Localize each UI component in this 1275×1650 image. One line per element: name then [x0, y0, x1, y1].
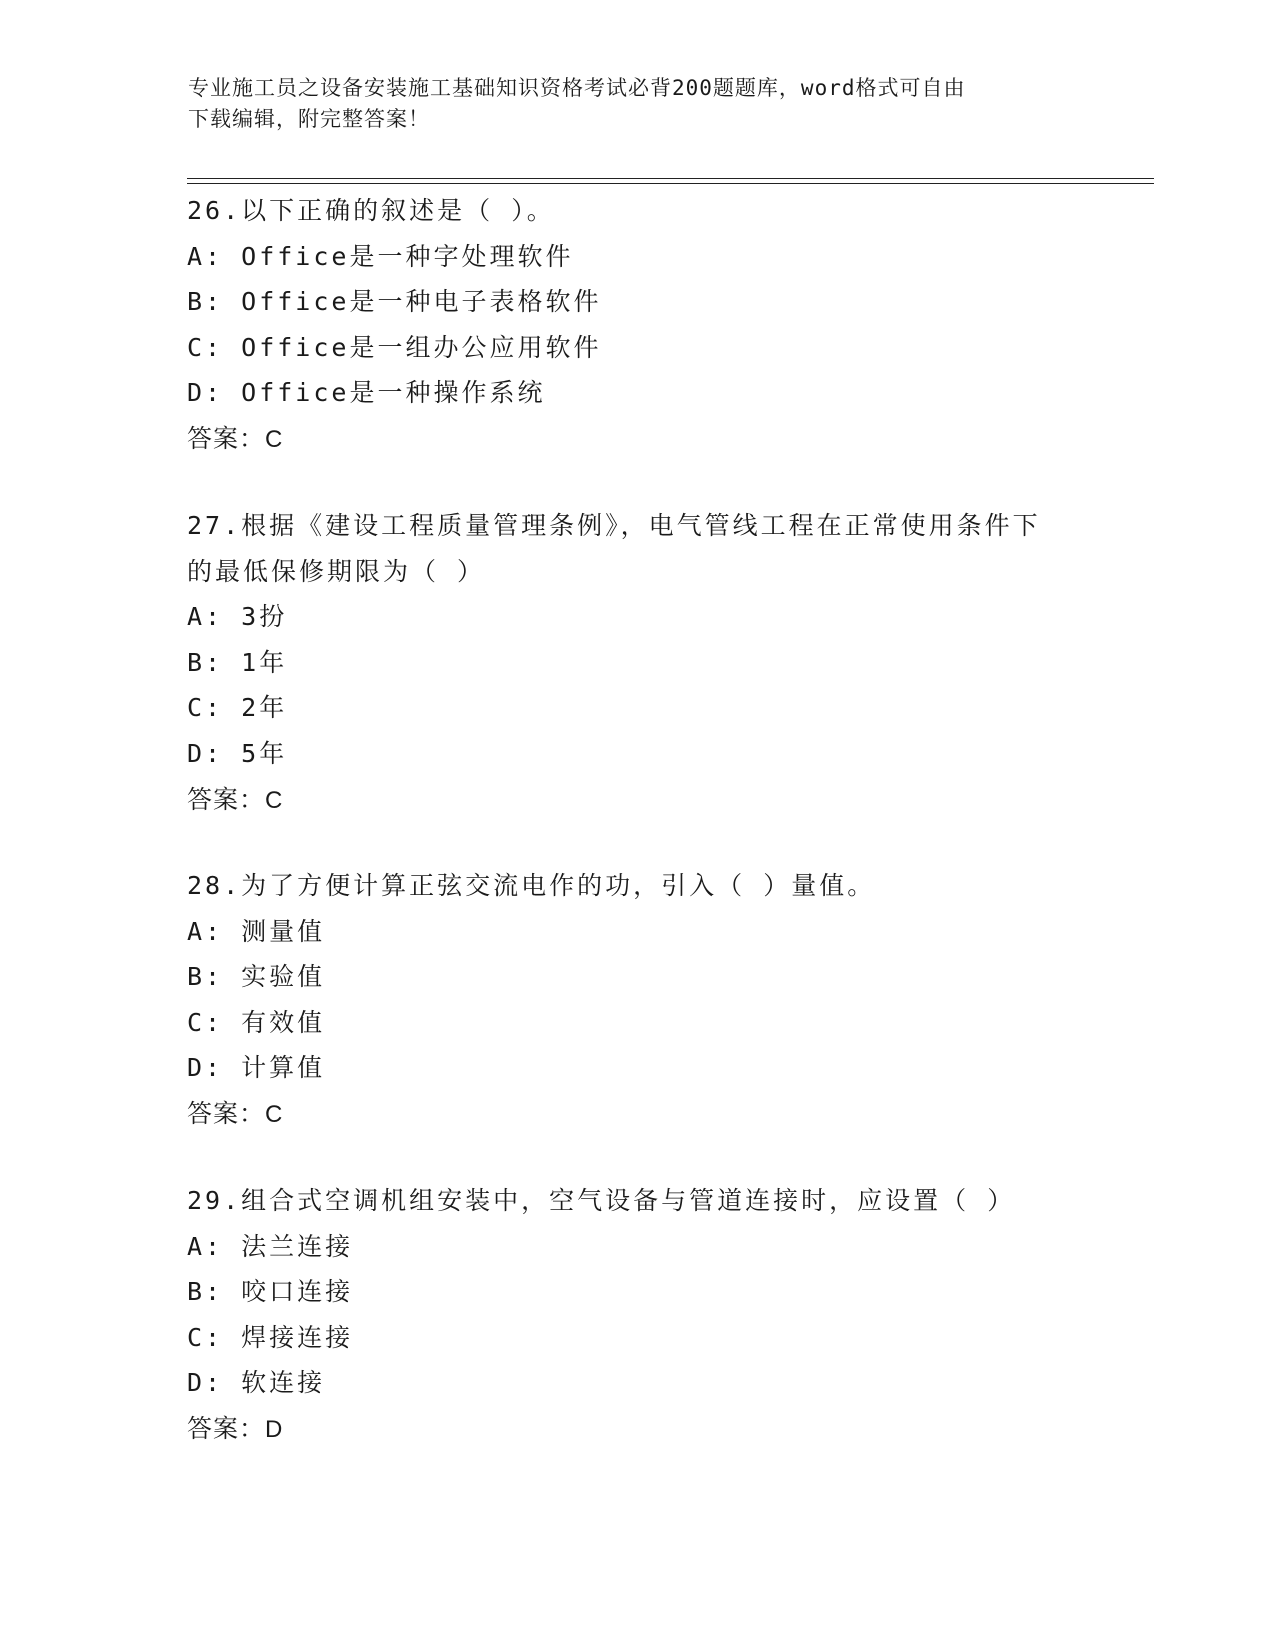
option-a: A: 法兰连接 — [187, 1231, 354, 1261]
answer-value: D — [265, 1415, 283, 1443]
question-stem: 29.组合式空调机组安装中，空气设备与管道连接时，应设置（ ） — [187, 1186, 1016, 1215]
question-stem: 28.为了方便计算正弦交流电作的功，引入（ ）量值。 — [187, 871, 876, 900]
answer-value: C — [265, 1100, 283, 1128]
answer-value: C — [265, 786, 283, 814]
option-d: D: Office是一种操作系统 — [187, 378, 546, 408]
answer-label: 答案： — [187, 1413, 266, 1443]
question-stem: 26.以下正确的叙述是（ ）。 — [187, 196, 555, 225]
answer-label: 答案： — [187, 423, 266, 453]
answer-value: C — [265, 425, 283, 453]
question-27 — [187, 503, 1087, 822]
option-d: D: 5年 — [187, 738, 288, 768]
option-c: C: 有效值 — [187, 1007, 326, 1037]
answer-line — [187, 1406, 1087, 1452]
option-d: D: 软连接 — [187, 1368, 326, 1398]
option-a: A: 测量值 — [187, 916, 326, 946]
option-b: B: 实验值 — [187, 962, 326, 992]
option-b: B: 咬口连接 — [187, 1277, 354, 1307]
option-c: C: Office是一组办公应用软件 — [187, 332, 602, 362]
document-header — [188, 73, 1078, 135]
answer-label: 答案： — [187, 1098, 266, 1128]
option-a: A: Office是一种字处理软件 — [187, 241, 574, 271]
header-divider — [187, 178, 1154, 179]
question-28 — [187, 863, 1087, 1137]
answer-line — [187, 777, 1087, 823]
question-stem: 的最低保修期限为（ ） — [187, 556, 486, 586]
answer-line — [187, 1091, 1087, 1137]
option-d: D: 计算值 — [187, 1053, 326, 1083]
header-line: 专业施工员之设备安装施工基础知识资格考试必背200题题库，word格式可自由 — [188, 76, 966, 100]
option-c: C: 焊接连接 — [187, 1322, 354, 1352]
option-a: A: 3扮 — [187, 602, 288, 632]
answer-line — [187, 416, 1087, 462]
question-29 — [187, 1178, 1087, 1452]
option-b: B: Office是一种电子表格软件 — [187, 287, 602, 317]
header-divider — [187, 183, 1154, 184]
question-stem: 27.根据《建设工程质量管理条例》，电气管线工程在正常使用条件下 — [187, 511, 1041, 540]
option-b: B: 1年 — [187, 647, 288, 677]
header-line: 下载编辑，附完整答案！ — [188, 107, 430, 131]
option-c: C: 2年 — [187, 693, 288, 723]
answer-label: 答案： — [187, 784, 266, 814]
question-26 — [187, 188, 1087, 462]
